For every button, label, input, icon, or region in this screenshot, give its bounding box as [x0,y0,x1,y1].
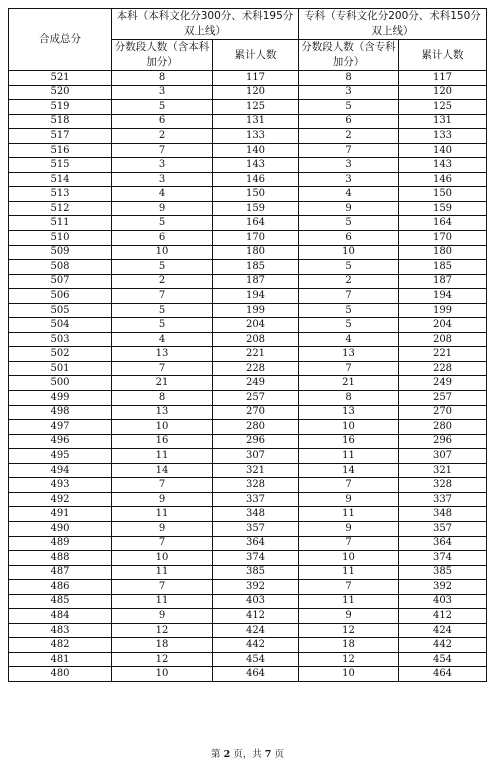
benke-count-cell: 4 [112,187,213,202]
benke-cumulative-cell: 357 [213,521,299,536]
zhuanke-cumulative-cell: 228 [399,361,487,376]
zhuanke-count-cell: 2 [299,129,399,144]
zhuanke-cumulative-cell: 249 [399,376,487,391]
benke-cumulative-cell: 228 [213,361,299,376]
table-row [9,71,487,86]
zhuanke-cumulative-cell: 208 [399,332,487,347]
benke-cumulative-cell: 280 [213,420,299,435]
benke-count-cell: 7 [112,289,213,304]
benke-count-cell: 9 [112,201,213,216]
table-row [9,129,487,144]
benke-count-cell: 12 [112,623,213,638]
benke-cumulative-cell: 164 [213,216,299,231]
table-row [9,143,487,158]
zhuanke-cumulative-cell: 374 [399,551,487,566]
table-row [9,405,487,420]
header-zhuanke-count: 分数段人数（含专科加分） [299,40,399,71]
benke-cumulative-cell: 146 [213,172,299,187]
zhuanke-count-cell: 10 [299,245,399,260]
zhuanke-cumulative-cell: 180 [399,245,487,260]
zhuanke-count-cell: 7 [299,536,399,551]
total-score-cell: 484 [9,609,112,624]
table-row [9,594,487,609]
zhuanke-count-cell: 13 [299,347,399,362]
table-row [9,521,487,536]
zhuanke-count-cell: 7 [299,580,399,595]
total-score-cell: 511 [9,216,112,231]
total-score-cell: 506 [9,289,112,304]
benke-cumulative-cell: 150 [213,187,299,202]
zhuanke-count-cell: 4 [299,187,399,202]
benke-count-cell: 11 [112,565,213,580]
benke-count-cell: 10 [112,420,213,435]
total-score-cell: 487 [9,565,112,580]
total-score-cell: 504 [9,318,112,333]
total-score-cell: 502 [9,347,112,362]
benke-count-cell: 10 [112,551,213,566]
zhuanke-count-cell: 9 [299,521,399,536]
benke-count-cell: 5 [112,216,213,231]
table-row [9,201,487,216]
zhuanke-cumulative-cell: 348 [399,507,487,522]
zhuanke-cumulative-cell: 185 [399,260,487,275]
zhuanke-cumulative-cell: 280 [399,420,487,435]
table-row [9,478,487,493]
total-score-cell: 518 [9,114,112,129]
zhuanke-count-cell: 9 [299,492,399,507]
zhuanke-count-cell: 11 [299,594,399,609]
benke-cumulative-cell: 143 [213,158,299,173]
total-score-cell: 488 [9,551,112,566]
benke-cumulative-cell: 403 [213,594,299,609]
benke-cumulative-cell: 159 [213,201,299,216]
total-score-cell: 482 [9,638,112,653]
benke-count-cell: 11 [112,449,213,464]
benke-cumulative-cell: 249 [213,376,299,391]
table-row [9,289,487,304]
table-row [9,347,487,362]
zhuanke-cumulative-cell: 412 [399,609,487,624]
benke-count-cell: 7 [112,143,213,158]
table-row [9,623,487,638]
zhuanke-count-cell: 8 [299,391,399,406]
zhuanke-count-cell: 13 [299,405,399,420]
zhuanke-count-cell: 11 [299,449,399,464]
benke-cumulative-cell: 337 [213,492,299,507]
benke-cumulative-cell: 328 [213,478,299,493]
zhuanke-cumulative-cell: 150 [399,187,487,202]
benke-count-cell: 9 [112,521,213,536]
table-row [9,536,487,551]
zhuanke-count-cell: 11 [299,565,399,580]
benke-cumulative-cell: 454 [213,652,299,667]
zhuanke-cumulative-cell: 403 [399,594,487,609]
benke-cumulative-cell: 208 [213,332,299,347]
benke-cumulative-cell: 180 [213,245,299,260]
benke-count-cell: 9 [112,609,213,624]
benke-count-cell: 13 [112,405,213,420]
zhuanke-count-cell: 16 [299,434,399,449]
table-row [9,565,487,580]
table-row [9,231,487,246]
benke-count-cell: 6 [112,231,213,246]
zhuanke-cumulative-cell: 187 [399,274,487,289]
total-score-cell: 519 [9,100,112,115]
total-score-cell: 497 [9,420,112,435]
benke-cumulative-cell: 374 [213,551,299,566]
zhuanke-cumulative-cell: 146 [399,172,487,187]
benke-cumulative-cell: 117 [213,71,299,86]
total-score-cell: 496 [9,434,112,449]
footer-prefix: 第 [211,749,221,760]
zhuanke-count-cell: 7 [299,478,399,493]
total-score-cell: 492 [9,492,112,507]
zhuanke-count-cell: 10 [299,667,399,682]
benke-count-cell: 18 [112,638,213,653]
footer-page-number: 2 [223,749,231,760]
total-score-cell: 512 [9,201,112,216]
header-zhuanke-cumulative: 累计人数 [399,40,487,71]
benke-count-cell: 7 [112,361,213,376]
benke-count-cell: 2 [112,129,213,144]
zhuanke-count-cell: 9 [299,609,399,624]
zhuanke-cumulative-cell: 257 [399,391,487,406]
benke-count-cell: 11 [112,507,213,522]
total-score-cell: 494 [9,463,112,478]
total-score-cell: 513 [9,187,112,202]
table-body [9,71,487,682]
table-row [9,609,487,624]
zhuanke-count-cell: 9 [299,201,399,216]
benke-count-cell: 5 [112,303,213,318]
benke-cumulative-cell: 392 [213,580,299,595]
total-score-cell: 500 [9,376,112,391]
total-score-cell: 517 [9,129,112,144]
zhuanke-cumulative-cell: 117 [399,71,487,86]
zhuanke-count-cell: 10 [299,420,399,435]
benke-count-cell: 3 [112,85,213,100]
table-row [9,303,487,318]
table-row [9,158,487,173]
benke-cumulative-cell: 185 [213,260,299,275]
benke-cumulative-cell: 442 [213,638,299,653]
benke-count-cell: 14 [112,463,213,478]
zhuanke-cumulative-cell: 364 [399,536,487,551]
benke-cumulative-cell: 131 [213,114,299,129]
zhuanke-count-cell: 6 [299,231,399,246]
benke-cumulative-cell: 194 [213,289,299,304]
total-score-cell: 486 [9,580,112,595]
zhuanke-cumulative-cell: 194 [399,289,487,304]
zhuanke-cumulative-cell: 170 [399,231,487,246]
zhuanke-count-cell: 6 [299,114,399,129]
benke-count-cell: 5 [112,100,213,115]
benke-cumulative-cell: 257 [213,391,299,406]
zhuanke-cumulative-cell: 357 [399,521,487,536]
zhuanke-cumulative-cell: 454 [399,652,487,667]
zhuanke-count-cell: 8 [299,71,399,86]
header-zhuanke-group: 专科（专科文化分200分、术科150分双上线） [299,9,487,40]
benke-cumulative-cell: 270 [213,405,299,420]
page-footer [0,746,495,760]
zhuanke-cumulative-cell: 120 [399,85,487,100]
table-row [9,85,487,100]
zhuanke-cumulative-cell: 424 [399,623,487,638]
benke-count-cell: 9 [112,492,213,507]
table-row [9,318,487,333]
benke-count-cell: 13 [112,347,213,362]
benke-cumulative-cell: 204 [213,318,299,333]
table-row [9,463,487,478]
header-total-score: 合成总分 [9,9,112,71]
benke-count-cell: 11 [112,594,213,609]
benke-cumulative-cell: 364 [213,536,299,551]
zhuanke-cumulative-cell: 125 [399,100,487,115]
zhuanke-cumulative-cell: 221 [399,347,487,362]
benke-count-cell: 6 [112,114,213,129]
total-score-cell: 495 [9,449,112,464]
score-table-page [8,8,486,682]
total-score-cell: 501 [9,361,112,376]
zhuanke-cumulative-cell: 328 [399,478,487,493]
total-score-cell: 514 [9,172,112,187]
total-score-cell: 485 [9,594,112,609]
benke-count-cell: 10 [112,667,213,682]
table-row [9,114,487,129]
benke-count-cell: 2 [112,274,213,289]
table-row [9,376,487,391]
zhuanke-count-cell: 5 [299,100,399,115]
total-score-cell: 493 [9,478,112,493]
table-row [9,434,487,449]
zhuanke-cumulative-cell: 307 [399,449,487,464]
benke-count-cell: 8 [112,71,213,86]
table-row [9,492,487,507]
table-row [9,260,487,275]
zhuanke-cumulative-cell: 270 [399,405,487,420]
total-score-cell: 490 [9,521,112,536]
table-row [9,638,487,653]
zhuanke-cumulative-cell: 204 [399,318,487,333]
total-score-cell: 510 [9,231,112,246]
zhuanke-count-cell: 12 [299,623,399,638]
benke-count-cell: 3 [112,158,213,173]
benke-count-cell: 7 [112,536,213,551]
benke-count-cell: 4 [112,332,213,347]
total-score-cell: 481 [9,652,112,667]
table-row [9,332,487,347]
zhuanke-cumulative-cell: 133 [399,129,487,144]
total-score-cell: 521 [9,71,112,86]
zhuanke-cumulative-cell: 385 [399,565,487,580]
zhuanke-cumulative-cell: 140 [399,143,487,158]
zhuanke-count-cell: 4 [299,332,399,347]
header-benke-count: 分数段人数（含本科加分） [112,40,213,71]
benke-cumulative-cell: 170 [213,231,299,246]
table-row [9,216,487,231]
total-score-cell: 503 [9,332,112,347]
table-row [9,420,487,435]
table-row [9,187,487,202]
total-score-cell: 480 [9,667,112,682]
zhuanke-cumulative-cell: 296 [399,434,487,449]
benke-cumulative-cell: 464 [213,667,299,682]
table-header [9,9,487,71]
zhuanke-count-cell: 2 [299,274,399,289]
benke-cumulative-cell: 125 [213,100,299,115]
zhuanke-count-cell: 7 [299,361,399,376]
header-benke-group: 本科（本科文化分300分、术科195分双上线） [112,9,299,40]
total-score-cell: 505 [9,303,112,318]
zhuanke-count-cell: 12 [299,652,399,667]
zhuanke-count-cell: 18 [299,638,399,653]
zhuanke-count-cell: 3 [299,85,399,100]
zhuanke-cumulative-cell: 164 [399,216,487,231]
total-score-cell: 509 [9,245,112,260]
benke-cumulative-cell: 412 [213,609,299,624]
zhuanke-count-cell: 11 [299,507,399,522]
total-score-cell: 499 [9,391,112,406]
zhuanke-count-cell: 5 [299,260,399,275]
benke-cumulative-cell: 424 [213,623,299,638]
zhuanke-cumulative-cell: 392 [399,580,487,595]
zhuanke-cumulative-cell: 321 [399,463,487,478]
benke-cumulative-cell: 321 [213,463,299,478]
benke-count-cell: 10 [112,245,213,260]
zhuanke-cumulative-cell: 131 [399,114,487,129]
table-row [9,172,487,187]
table-row [9,274,487,289]
benke-count-cell: 5 [112,260,213,275]
score-distribution-table [8,8,487,682]
footer-page-total: 7 [264,749,272,760]
benke-count-cell: 7 [112,580,213,595]
benke-cumulative-cell: 120 [213,85,299,100]
zhuanke-cumulative-cell: 337 [399,492,487,507]
zhuanke-cumulative-cell: 159 [399,201,487,216]
zhuanke-count-cell: 5 [299,318,399,333]
zhuanke-cumulative-cell: 464 [399,667,487,682]
benke-count-cell: 5 [112,318,213,333]
benke-cumulative-cell: 296 [213,434,299,449]
footer-middle: 页，共 [233,749,262,760]
benke-cumulative-cell: 133 [213,129,299,144]
table-row [9,361,487,376]
benke-count-cell: 21 [112,376,213,391]
table-row [9,245,487,260]
total-score-cell: 489 [9,536,112,551]
benke-count-cell: 16 [112,434,213,449]
table-row [9,100,487,115]
zhuanke-count-cell: 21 [299,376,399,391]
zhuanke-count-cell: 3 [299,158,399,173]
benke-cumulative-cell: 187 [213,274,299,289]
benke-count-cell: 7 [112,478,213,493]
total-score-cell: 516 [9,143,112,158]
zhuanke-cumulative-cell: 442 [399,638,487,653]
benke-count-cell: 3 [112,172,213,187]
total-score-cell: 508 [9,260,112,275]
zhuanke-count-cell: 7 [299,289,399,304]
total-score-cell: 520 [9,85,112,100]
zhuanke-count-cell: 5 [299,216,399,231]
zhuanke-cumulative-cell: 199 [399,303,487,318]
table-row [9,551,487,566]
zhuanke-count-cell: 7 [299,143,399,158]
header-benke-cumulative: 累计人数 [213,40,299,71]
zhuanke-count-cell: 14 [299,463,399,478]
benke-cumulative-cell: 199 [213,303,299,318]
table-row [9,667,487,682]
benke-cumulative-cell: 385 [213,565,299,580]
zhuanke-count-cell: 3 [299,172,399,187]
table-row [9,507,487,522]
footer-suffix: 页 [274,749,284,760]
benke-cumulative-cell: 307 [213,449,299,464]
table-row [9,449,487,464]
table-row [9,580,487,595]
benke-count-cell: 8 [112,391,213,406]
benke-cumulative-cell: 140 [213,143,299,158]
benke-cumulative-cell: 348 [213,507,299,522]
benke-count-cell: 12 [112,652,213,667]
benke-cumulative-cell: 221 [213,347,299,362]
zhuanke-cumulative-cell: 143 [399,158,487,173]
total-score-cell: 483 [9,623,112,638]
table-row [9,652,487,667]
total-score-cell: 491 [9,507,112,522]
zhuanke-count-cell: 10 [299,551,399,566]
total-score-cell: 507 [9,274,112,289]
table-row [9,391,487,406]
total-score-cell: 498 [9,405,112,420]
zhuanke-count-cell: 5 [299,303,399,318]
total-score-cell: 515 [9,158,112,173]
